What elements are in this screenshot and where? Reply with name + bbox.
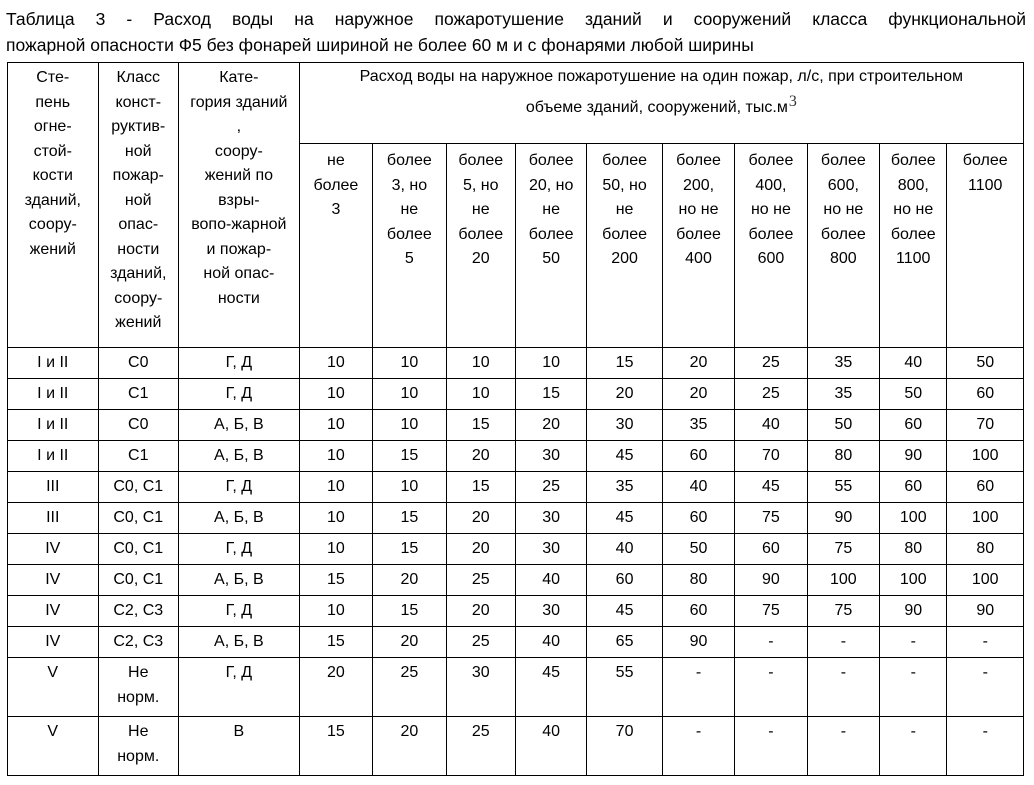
cell-value: 75 bbox=[807, 534, 879, 565]
cell-value: - bbox=[880, 717, 947, 776]
cell-value: 15 bbox=[446, 410, 515, 441]
cell-value: 80 bbox=[880, 534, 947, 565]
cell-value: 45 bbox=[587, 441, 662, 472]
header-line: не bbox=[471, 201, 490, 218]
cell-fire-resistance: IV bbox=[8, 596, 99, 627]
header-line: более bbox=[386, 225, 432, 243]
header-line: но не bbox=[823, 201, 864, 218]
header-line: 800 bbox=[830, 250, 857, 267]
cell-value: - bbox=[662, 717, 734, 776]
cell-value: 70 bbox=[587, 717, 662, 776]
header-line: 400 bbox=[685, 250, 712, 267]
table-row bbox=[8, 503, 1024, 534]
header-line: и пожар- bbox=[206, 240, 272, 258]
cell-value: 60 bbox=[947, 472, 1024, 503]
cell-fire-resistance: III bbox=[8, 472, 99, 503]
header-line: более bbox=[458, 152, 504, 169]
cell-value: 30 bbox=[515, 534, 586, 565]
cell-value: 75 bbox=[807, 596, 879, 627]
cell-value: 20 bbox=[446, 503, 515, 534]
header-line: более bbox=[528, 152, 574, 169]
cell-category: Г, Д bbox=[179, 658, 300, 717]
table-row bbox=[8, 410, 1024, 441]
caption-line-1: Таблица 3 - Расход воды на наружное пожаротушение зданий и сооружений класса функциональной bbox=[6, 9, 1026, 29]
cell-structural-class bbox=[98, 658, 178, 717]
cell-category: Г, Д bbox=[179, 379, 300, 410]
header-line: зданий, bbox=[110, 265, 167, 282]
cell-value: 75 bbox=[735, 596, 807, 627]
cell-value: 90 bbox=[880, 441, 947, 472]
cell-fire-resistance: IV bbox=[8, 534, 99, 565]
cell-value: 30 bbox=[515, 503, 586, 534]
cell-value: 20 bbox=[446, 596, 515, 627]
table-caption bbox=[6, 6, 1026, 58]
header-line: Класс bbox=[116, 69, 161, 86]
cell-value: 25 bbox=[735, 348, 807, 379]
header-line: не bbox=[400, 201, 419, 218]
cell-value: 70 bbox=[947, 410, 1024, 441]
header-line: пожар- bbox=[112, 167, 164, 184]
cell-structural-class bbox=[98, 596, 178, 627]
cell-value: 10 bbox=[299, 472, 372, 503]
header-line: 50 bbox=[542, 250, 561, 267]
cell-value: - bbox=[807, 658, 879, 717]
cell-value: 50 bbox=[947, 348, 1024, 379]
header-volume-2 bbox=[373, 144, 446, 348]
cell-value: - bbox=[947, 717, 1024, 776]
cell-value: 60 bbox=[662, 596, 734, 627]
caption-line-2: пожарной опасности Ф5 без фонарей шириной не более 60 м и с фонарями любой ширины bbox=[6, 35, 754, 55]
cell-value: 90 bbox=[880, 596, 947, 627]
cell-value: 30 bbox=[515, 441, 586, 472]
table-row bbox=[8, 441, 1024, 472]
cell-value: 75 bbox=[735, 503, 807, 534]
cell-line: С0 bbox=[128, 415, 149, 433]
table-row bbox=[8, 658, 1024, 717]
cell-value: 10 bbox=[299, 503, 372, 534]
header-line: более bbox=[890, 152, 936, 169]
cell-value: 60 bbox=[662, 441, 734, 472]
header-line: более bbox=[962, 152, 1008, 169]
cell-line: С0 bbox=[128, 353, 149, 371]
header-line: кости bbox=[32, 167, 73, 184]
cell-value: 10 bbox=[446, 379, 515, 410]
cell-value: 10 bbox=[373, 472, 446, 503]
cell-value: 60 bbox=[880, 472, 947, 503]
header-line: ной bbox=[124, 191, 152, 209]
cell-value: - bbox=[947, 627, 1024, 658]
cell-value: 45 bbox=[515, 658, 586, 717]
cell-value: 60 bbox=[947, 379, 1024, 410]
cell-line: С2, С3 bbox=[113, 632, 164, 650]
header-line: вопо-жарной bbox=[191, 216, 287, 233]
cell-value: 100 bbox=[880, 503, 947, 534]
header-line: более bbox=[748, 152, 794, 169]
cell-line: С1 bbox=[128, 446, 149, 464]
cell-value: 10 bbox=[373, 348, 446, 379]
cell-value: 20 bbox=[446, 534, 515, 565]
cell-value: 40 bbox=[515, 565, 586, 596]
cell-value: 20 bbox=[662, 348, 734, 379]
header-line: 3, но bbox=[391, 176, 428, 194]
header-line: более bbox=[602, 152, 647, 169]
header-line: более bbox=[386, 152, 432, 169]
header-line: более bbox=[676, 225, 721, 243]
cell-value: 60 bbox=[587, 565, 662, 596]
cell-line: С1 bbox=[128, 384, 149, 402]
cell-value: 90 bbox=[807, 503, 879, 534]
header-line: 20 bbox=[471, 250, 490, 267]
cell-value: 25 bbox=[446, 717, 515, 776]
header-line: более bbox=[820, 152, 866, 169]
cell-structural-class bbox=[98, 565, 178, 596]
cell-structural-class bbox=[98, 410, 178, 441]
cell-value: 15 bbox=[299, 565, 372, 596]
cell-value: 50 bbox=[880, 379, 947, 410]
header-line: более bbox=[458, 225, 504, 243]
cell-value: 10 bbox=[299, 441, 372, 472]
cell-value: 45 bbox=[587, 596, 662, 627]
cell-fire-resistance: IV bbox=[8, 565, 99, 596]
cell-value: 100 bbox=[880, 565, 947, 596]
table-row bbox=[8, 596, 1024, 627]
cell-structural-class bbox=[98, 717, 178, 776]
header-line: зданий, bbox=[24, 191, 81, 209]
cell-category: Г, Д bbox=[179, 534, 300, 565]
cell-fire-resistance: III bbox=[8, 503, 99, 534]
header-line: , bbox=[236, 118, 242, 135]
cell-value: 10 bbox=[299, 534, 372, 565]
cell-value: 100 bbox=[947, 565, 1024, 596]
table-row bbox=[8, 472, 1024, 503]
cell-value: 55 bbox=[587, 658, 662, 717]
cell-value: 10 bbox=[373, 379, 446, 410]
header-line: 50, но bbox=[602, 176, 647, 194]
cell-value: 25 bbox=[446, 565, 515, 596]
table-row bbox=[8, 627, 1024, 658]
cell-value: 10 bbox=[515, 348, 586, 379]
header-line: 800, bbox=[897, 176, 929, 194]
header-line: взры- bbox=[218, 191, 260, 209]
cell-line: Не bbox=[128, 723, 149, 740]
cell-value: 30 bbox=[515, 596, 586, 627]
header-line: ности bbox=[217, 289, 260, 307]
header-volume-9 bbox=[880, 144, 947, 348]
cell-value: 25 bbox=[515, 472, 586, 503]
header-line: ности bbox=[117, 240, 160, 258]
cell-value: 70 bbox=[735, 441, 807, 472]
cell-value: 80 bbox=[947, 534, 1024, 565]
cell-value: 20 bbox=[373, 565, 446, 596]
cell-value: 60 bbox=[662, 503, 734, 534]
cell-fire-resistance: I и II bbox=[8, 379, 99, 410]
cell-value: - bbox=[947, 658, 1024, 717]
cell-value: 15 bbox=[587, 348, 662, 379]
table-row bbox=[8, 534, 1024, 565]
cell-fire-resistance: I и II bbox=[8, 410, 99, 441]
cell-value: 40 bbox=[587, 534, 662, 565]
header-line: более bbox=[820, 225, 866, 243]
header-structural-class bbox=[98, 63, 178, 348]
cell-value: 20 bbox=[662, 379, 734, 410]
header-line: Кате- bbox=[219, 69, 259, 86]
cell-value: 55 bbox=[807, 472, 879, 503]
cell-value: 40 bbox=[515, 627, 586, 658]
cell-category: Г, Д bbox=[179, 596, 300, 627]
cell-value: 45 bbox=[587, 503, 662, 534]
cell-value: 20 bbox=[299, 658, 372, 717]
header-line: жений bbox=[29, 240, 76, 258]
header-line: соору- bbox=[28, 216, 77, 233]
header-line: ной опас- bbox=[203, 265, 275, 282]
cell-value: 30 bbox=[446, 658, 515, 717]
cell-category: В bbox=[179, 717, 300, 776]
header-line: 400, bbox=[755, 176, 787, 194]
cell-fire-resistance: V bbox=[8, 658, 99, 717]
cell-value: 10 bbox=[299, 596, 372, 627]
cell-value: 90 bbox=[662, 627, 734, 658]
cell-value: 40 bbox=[735, 410, 807, 441]
cell-value: - bbox=[807, 627, 879, 658]
cell-value: 80 bbox=[807, 441, 879, 472]
cell-value: - bbox=[880, 627, 947, 658]
header-line: опас- bbox=[118, 216, 159, 233]
cell-structural-class bbox=[98, 534, 178, 565]
cell-value: 25 bbox=[373, 658, 446, 717]
header-line: 600, bbox=[827, 176, 859, 194]
header-line: более bbox=[676, 152, 721, 169]
header-line: не bbox=[542, 201, 561, 218]
cell-value: 40 bbox=[515, 717, 586, 776]
cell-line: С0, С1 bbox=[113, 477, 164, 495]
cell-value: 80 bbox=[662, 565, 734, 596]
header-water-line-1: Расход воды на наружное пожаротушение на один пожар, л/с, при строительном bbox=[359, 68, 964, 85]
header-line: более bbox=[602, 225, 647, 243]
header-line: 1100 bbox=[968, 176, 1003, 194]
cell-value: 90 bbox=[735, 565, 807, 596]
header-volume-6 bbox=[662, 144, 734, 348]
table-row bbox=[8, 565, 1024, 596]
header-line: 5 bbox=[404, 250, 414, 267]
cell-value: 20 bbox=[446, 441, 515, 472]
cell-value: 100 bbox=[947, 441, 1024, 472]
cell-structural-class bbox=[98, 441, 178, 472]
cell-value: 20 bbox=[373, 717, 446, 776]
header-volume-8 bbox=[807, 144, 879, 348]
cell-fire-resistance: I и II bbox=[8, 441, 99, 472]
cell-value: 20 bbox=[587, 379, 662, 410]
cell-value: 10 bbox=[373, 410, 446, 441]
cell-structural-class bbox=[98, 348, 178, 379]
cell-value: 45 bbox=[735, 472, 807, 503]
header-water-consumption bbox=[299, 63, 1023, 144]
water-consumption-table bbox=[7, 62, 1024, 776]
cell-value: 15 bbox=[515, 379, 586, 410]
header-water-line-2: объеме зданий, сооружений, тыс.м bbox=[525, 98, 788, 116]
header-volume-3 bbox=[446, 144, 515, 348]
cell-value: 30 bbox=[587, 410, 662, 441]
header-line: 600 bbox=[757, 250, 785, 267]
cell-value: - bbox=[735, 717, 807, 776]
header-line: стой- bbox=[33, 142, 72, 160]
cell-line: С0, С1 bbox=[113, 539, 164, 557]
header-line: конст- bbox=[115, 93, 162, 111]
table-row bbox=[8, 717, 1024, 776]
header-line: жений bbox=[115, 314, 162, 331]
cell-value: 25 bbox=[446, 627, 515, 658]
header-line: соору- bbox=[114, 289, 163, 307]
cell-value: - bbox=[807, 717, 879, 776]
header-line: более bbox=[528, 225, 574, 243]
header-line: 20, но bbox=[528, 176, 574, 194]
header-line: жений по bbox=[204, 167, 274, 184]
cell-category: Г, Д bbox=[179, 472, 300, 503]
cell-value: 100 bbox=[807, 565, 879, 596]
cell-category: А, Б, В bbox=[179, 503, 300, 534]
cell-value: 10 bbox=[299, 348, 372, 379]
cell-value: 10 bbox=[299, 410, 372, 441]
cell-line: С0, С1 bbox=[113, 508, 164, 526]
cell-value: 15 bbox=[446, 472, 515, 503]
header-volume-4 bbox=[515, 144, 586, 348]
cell-line: С2, С3 bbox=[113, 601, 164, 619]
cell-value: 20 bbox=[373, 627, 446, 658]
cell-structural-class bbox=[98, 503, 178, 534]
cell-category: А, Б, В bbox=[179, 441, 300, 472]
cell-category: А, Б, В bbox=[179, 565, 300, 596]
header-volume-7 bbox=[735, 144, 807, 348]
cell-value: - bbox=[662, 658, 734, 717]
cell-value: 100 bbox=[947, 503, 1024, 534]
cell-value: 15 bbox=[299, 627, 372, 658]
cell-line: норм. bbox=[117, 747, 160, 765]
header-line: 200, bbox=[682, 176, 715, 194]
cell-value: - bbox=[880, 658, 947, 717]
cell-value: 15 bbox=[373, 441, 446, 472]
cell-category: А, Б, В bbox=[179, 410, 300, 441]
header-line: но не bbox=[678, 201, 719, 218]
cell-value: 15 bbox=[373, 503, 446, 534]
cell-value: 15 bbox=[299, 717, 372, 776]
header-row-1 bbox=[8, 63, 1024, 144]
cell-line: С0, С1 bbox=[113, 570, 164, 588]
cell-value: 60 bbox=[880, 410, 947, 441]
header-fire-resistance-degree bbox=[8, 63, 99, 348]
cell-value: 10 bbox=[446, 348, 515, 379]
cell-value: 40 bbox=[880, 348, 947, 379]
table-row bbox=[8, 348, 1024, 379]
cell-value: 15 bbox=[373, 534, 446, 565]
cell-value: 60 bbox=[735, 534, 807, 565]
cell-value: 65 bbox=[587, 627, 662, 658]
cell-category: А, Б, В bbox=[179, 627, 300, 658]
cell-structural-class bbox=[98, 627, 178, 658]
header-line: гория зданий bbox=[190, 93, 288, 111]
cell-value: 35 bbox=[807, 348, 879, 379]
cell-value: 50 bbox=[807, 410, 879, 441]
cell-value: 40 bbox=[662, 472, 734, 503]
header-line: 200 bbox=[611, 250, 638, 267]
header-line: более bbox=[313, 176, 359, 194]
cell-fire-resistance: IV bbox=[8, 627, 99, 658]
header-line: не bbox=[327, 152, 345, 169]
header-line: не bbox=[615, 201, 634, 218]
header-volume-5 bbox=[587, 144, 662, 348]
header-line: руктив- bbox=[111, 118, 166, 135]
cell-value: 35 bbox=[807, 379, 879, 410]
header-line: более bbox=[748, 225, 794, 243]
header-line: ной bbox=[124, 142, 152, 160]
header-water-superscript: 3 bbox=[788, 92, 797, 110]
cell-value: 20 bbox=[515, 410, 586, 441]
cell-value: 15 bbox=[373, 596, 446, 627]
header-line: более bbox=[890, 225, 936, 243]
cell-value: 10 bbox=[299, 379, 372, 410]
cell-line: норм. bbox=[117, 688, 160, 706]
header-building-category bbox=[179, 63, 300, 348]
header-line: пень bbox=[35, 93, 71, 111]
header-line: соору- bbox=[214, 142, 263, 160]
header-volume-10 bbox=[947, 144, 1024, 348]
cell-structural-class bbox=[98, 379, 178, 410]
cell-fire-resistance: I и II bbox=[8, 348, 99, 379]
cell-value: 25 bbox=[735, 379, 807, 410]
cell-value: 90 bbox=[947, 596, 1024, 627]
cell-structural-class bbox=[98, 472, 178, 503]
header-line: но не bbox=[893, 201, 934, 218]
cell-value: 50 bbox=[662, 534, 734, 565]
cell-value: - bbox=[735, 627, 807, 658]
cell-value: 35 bbox=[587, 472, 662, 503]
header-line: огне- bbox=[33, 118, 72, 135]
header-line: 5, но bbox=[462, 176, 499, 194]
header-line: 3 bbox=[331, 201, 341, 218]
cell-fire-resistance: V bbox=[8, 717, 99, 776]
header-line: Сте- bbox=[36, 69, 70, 86]
cell-line: Не bbox=[128, 664, 149, 681]
cell-category: Г, Д bbox=[179, 348, 300, 379]
header-line: но не bbox=[750, 201, 791, 218]
header-line: 1100 bbox=[896, 250, 931, 267]
cell-value: 35 bbox=[662, 410, 734, 441]
header-volume-1 bbox=[299, 144, 372, 348]
cell-value: - bbox=[735, 658, 807, 717]
table-row bbox=[8, 379, 1024, 410]
